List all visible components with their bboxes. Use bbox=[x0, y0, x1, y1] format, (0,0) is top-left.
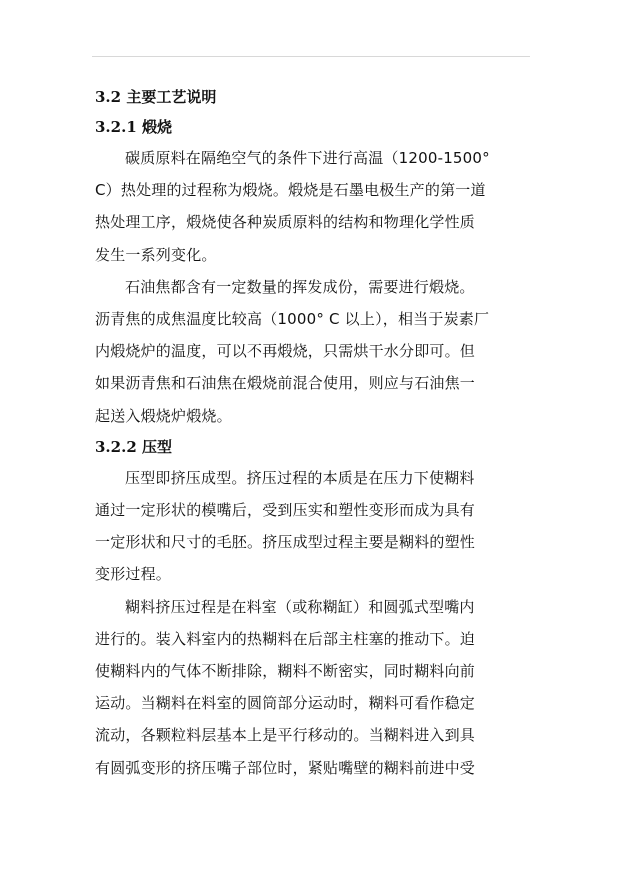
document-body bbox=[95, 82, 527, 784]
text-line: 糊料挤压过程是在料室（或称糊缸）和圆弧式型嘴内 bbox=[125, 597, 475, 616]
text-line: 沥青焦的成焦温度比较高（1000° C 以上），相当于炭素厂 bbox=[95, 310, 490, 329]
text-line: 发生一系列变化。 bbox=[95, 245, 217, 264]
section-heading: 3.2 主要工艺说明 bbox=[95, 88, 217, 106]
paragraph-petroleum-coke bbox=[95, 271, 527, 432]
text-line: C）热处理的过程称为煅烧。煅烧是石墨电极生产的第一道 bbox=[95, 181, 486, 200]
text-line: 使糊料内的气体不断排除，糊料不断密实，同时糊料向前 bbox=[95, 662, 476, 681]
paragraph-pressing-definition bbox=[95, 462, 527, 591]
subsection-heading-calcination: 3.2.1 煅烧 bbox=[95, 118, 172, 136]
text-line: 流动，各颗粒料层基本上是平行移动的。当糊料进入到具 bbox=[95, 726, 476, 745]
text-line: 压型即挤压成型。挤压过程的本质是在压力下使糊料 bbox=[125, 468, 475, 487]
text-line: 起送入煅烧炉煅烧。 bbox=[95, 406, 232, 425]
text-line: 热处理工序，煅烧使各种炭质原料的结构和物理化学性质 bbox=[95, 213, 476, 232]
subsection-heading-pressing: 3.2.2 压型 bbox=[95, 437, 172, 456]
text-line: 如果沥青焦和石油焦在煅烧前混合使用，则应与石油焦一 bbox=[95, 374, 476, 393]
text-line: 一定形状和尺寸的毛胚。挤压成型过程主要是糊料的塑性 bbox=[95, 533, 476, 552]
text-line: 碳质原料在隔绝空气的条件下进行高温（1200-1500° bbox=[125, 149, 490, 167]
text-line: 变形过程。 bbox=[95, 565, 172, 584]
text-line: 有圆弧变形的挤压嘴子部位时，紧贴嘴壁的糊料前进中受 bbox=[95, 758, 476, 777]
header-rule bbox=[92, 56, 530, 57]
text-line: 通过一定形状的模嘴后，受到压实和塑性变形而成为具有 bbox=[95, 501, 476, 520]
text-line: 进行的。装入料室内的热糊料在后部主柱塞的推动下。迫 bbox=[95, 629, 476, 648]
text-line: 运动。当糊料在料室的圆筒部分运动时，糊料可看作稳定 bbox=[95, 694, 476, 713]
paragraph-extrusion-process bbox=[95, 591, 527, 784]
text-line: 内煅烧炉的温度，可以不再煅烧，只需烘干水分即可。但 bbox=[95, 342, 476, 361]
paragraph-calcination-definition bbox=[95, 142, 527, 271]
text-line: 石油焦都含有一定数量的挥发成份，需要进行煅烧。 bbox=[125, 277, 475, 296]
